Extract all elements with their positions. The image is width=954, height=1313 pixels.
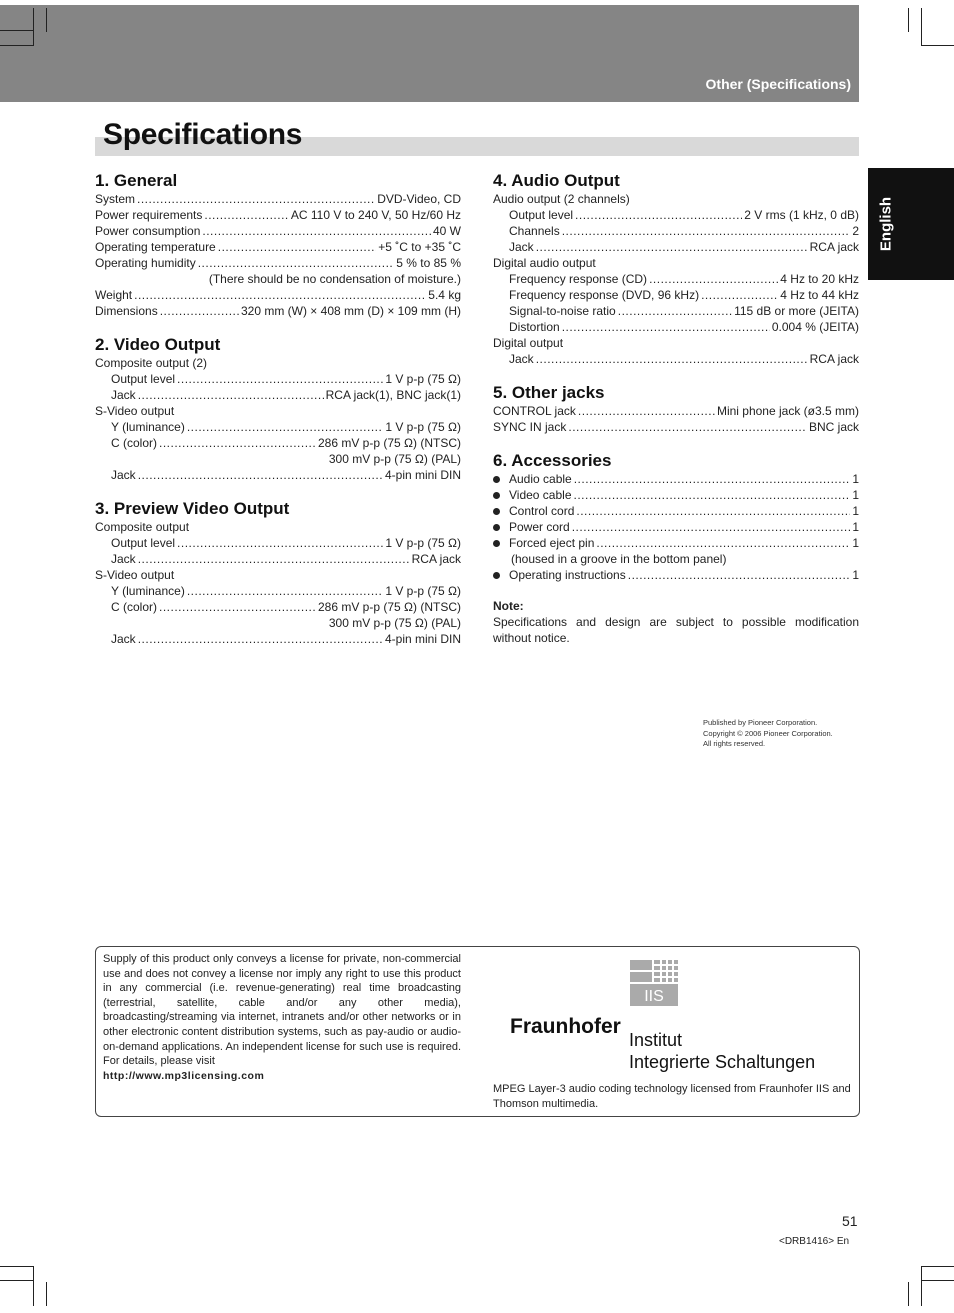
spec-row	[95, 435, 461, 451]
spec-row	[95, 631, 461, 647]
section-heading: 4. Audio Output	[493, 171, 620, 190]
page-number: 51	[842, 1213, 858, 1229]
spec-label-text: Jack	[509, 352, 534, 366]
spec-value: 286 mV p-p (75 Ω) (NTSC)	[317, 600, 461, 614]
spec-row	[493, 207, 859, 223]
copyright-line: Published by Pioneer Corporation.	[703, 718, 818, 727]
spec-row	[493, 239, 859, 255]
copyright	[703, 718, 833, 750]
spec-row	[95, 223, 461, 239]
spec-label-text: Channels	[509, 224, 560, 238]
spec-section-audio-output	[493, 171, 859, 367]
spec-row	[493, 471, 859, 487]
spec-label-text: Operating humidity	[95, 256, 196, 270]
spec-label-text: Y (luminance)	[111, 584, 185, 598]
spec-value: 320 mm (W) × 408 mm (D) × 109 mm (H)	[240, 304, 461, 318]
license-url[interactable]: http://www.mp3licensing.com	[103, 1069, 265, 1082]
spec-value: 115 dB or more (JEITA)	[734, 304, 859, 318]
crop-mark	[921, 1266, 954, 1267]
spec-label	[493, 403, 576, 419]
spec-label	[493, 535, 594, 551]
spec-label	[493, 503, 574, 519]
spec-value: 1	[852, 504, 859, 518]
spec-group-label: Composite output (2)	[95, 356, 208, 370]
spec-row	[95, 287, 461, 303]
spec-label	[111, 435, 157, 451]
spec-label	[95, 303, 158, 319]
dot-leader	[618, 303, 732, 319]
spec-label-text: Control cord	[509, 504, 575, 518]
dot-leader	[562, 319, 770, 335]
spec-label-text: Forced eject pin	[509, 536, 595, 550]
mpeg-license-text: MPEG Layer-3 audio coding technology licensed from Fraunhofer IIS and Thomson multimedia.	[493, 1083, 851, 1110]
dot-leader	[159, 599, 316, 615]
dot-leader	[160, 303, 239, 319]
institute-name	[629, 1029, 815, 1073]
dot-leader	[138, 467, 383, 483]
spec-value: 1 V p-p (75 Ω)	[385, 420, 461, 434]
spec-label-text: Weight	[95, 288, 133, 302]
spec-row	[493, 223, 859, 239]
dot-leader	[137, 191, 375, 207]
spec-label-text: CONTROL jack	[493, 404, 576, 418]
dot-leader	[138, 631, 383, 647]
spec-row	[95, 535, 461, 551]
crop-mark	[0, 1266, 33, 1267]
dot-leader	[578, 403, 715, 419]
spec-label-text: Frequency response (CD)	[509, 272, 648, 286]
spec-value: AC 110 V to 240 V, 50 Hz/60 Hz	[290, 208, 461, 222]
spec-value: 4 Hz to 20 kHz	[780, 272, 859, 286]
crop-mark	[0, 45, 33, 46]
dot-leader	[202, 223, 431, 239]
bullet-icon	[493, 572, 500, 579]
spec-row	[95, 207, 461, 223]
spec-label-text: Output level	[111, 372, 176, 386]
spec-label	[509, 351, 534, 367]
spec-value: BNC jack	[808, 420, 859, 434]
spec-row	[95, 387, 461, 403]
spec-row	[493, 535, 859, 551]
copyright-line: All rights reserved.	[703, 739, 766, 748]
dot-leader	[596, 535, 850, 551]
spec-label-text: Output level	[111, 536, 176, 550]
spec-row	[493, 567, 859, 583]
spec-row	[95, 191, 461, 207]
note	[493, 598, 859, 646]
dot-leader	[204, 207, 289, 223]
license-body: Supply of this product only conveys a license for private, non-commercial use and does not convey a license nor imply any right to use this product in any commercial (i.e. revenue-generating) real time broadcasting (terrestrial, satellite, cable and/or any other media), broadcasting/streaming via internet, intranets and/or other networks or in other electronic content distribution systems, such as pay-audio or audio-on-demand applications. An independent license for such use is required. For details, please visit	[103, 953, 461, 1068]
crop-mark	[33, 8, 34, 46]
language-tab	[868, 168, 954, 280]
spec-value: 1	[852, 488, 859, 502]
spec-value: DVD-Video, CD	[377, 192, 461, 206]
dot-leader	[574, 487, 851, 503]
spec-value: 4-pin mini DIN	[384, 632, 461, 646]
spec-label-text: C (color)	[111, 600, 158, 614]
dot-leader	[649, 271, 778, 287]
dot-leader	[576, 503, 850, 519]
spec-group-label: S-Video output	[95, 568, 175, 582]
spec-label	[493, 567, 626, 583]
spec-label-text: Audio cable	[509, 472, 572, 486]
spec-label	[509, 271, 647, 287]
bullet-icon	[493, 508, 500, 515]
spec-value: 1	[852, 472, 859, 486]
spec-group-label: Composite output	[95, 520, 190, 534]
spec-label-text: Video cable	[509, 488, 572, 502]
spec-label	[111, 371, 175, 387]
dot-leader	[628, 567, 851, 583]
dot-leader	[218, 239, 377, 255]
page-title: Specifications	[103, 118, 303, 151]
spec-label-text: Frequency response (DVD, 96 kHz)	[509, 288, 700, 302]
spec-value: 40 W	[432, 224, 461, 238]
dot-leader	[574, 471, 851, 487]
section-heading: 3. Preview Video Output	[95, 499, 290, 518]
spec-label-text: Jack	[111, 632, 136, 646]
spec-section-general	[95, 171, 461, 319]
spec-group-label: S-Video output	[95, 404, 175, 418]
bullet-icon	[493, 492, 500, 499]
header-band	[0, 5, 859, 102]
spec-row	[95, 303, 461, 319]
spec-label	[493, 519, 570, 535]
crop-mark	[33, 1266, 34, 1306]
spec-label	[95, 255, 196, 271]
spec-continuation: 300 mV p-p (75 Ω) (PAL)	[328, 616, 461, 630]
spec-value: 1 V p-p (75 Ω)	[385, 584, 461, 598]
spec-value: Mini phone jack (ø3.5 mm)	[716, 404, 859, 418]
logo-text: IIS	[644, 988, 664, 1005]
crop-mark	[46, 1282, 47, 1306]
spec-label	[509, 319, 560, 335]
spec-group-label: Digital audio output	[493, 256, 596, 270]
spec-label-text: C (color)	[111, 436, 158, 450]
spec-label-text: Operating instructions	[509, 568, 626, 582]
spec-section-other-jacks	[493, 383, 859, 435]
spec-value: 1	[852, 568, 859, 582]
crop-mark	[908, 1282, 909, 1306]
spec-group-label: Digital output	[493, 336, 564, 350]
spec-label	[111, 599, 157, 615]
spec-row	[95, 551, 461, 567]
spec-label	[509, 223, 560, 239]
spec-value: 4-pin mini DIN	[384, 468, 461, 482]
dot-leader	[562, 223, 851, 239]
spec-label-text: Power consumption	[95, 224, 201, 238]
spec-row	[493, 503, 859, 519]
spec-section-preview-video-output	[95, 499, 461, 647]
spec-value: 4 Hz to 44 kHz	[780, 288, 859, 302]
spec-label-text: Operating temperature	[95, 240, 216, 254]
spec-label-text: Distortion	[509, 320, 560, 334]
section-heading: 2. Video Output	[95, 335, 221, 354]
spec-label-text: Y (luminance)	[111, 420, 185, 434]
spec-row	[95, 255, 461, 271]
spec-label-text: Jack	[509, 240, 534, 254]
dot-leader	[572, 519, 851, 535]
spec-label	[509, 303, 616, 319]
spec-label	[111, 551, 136, 567]
spec-label-text: Signal-to-noise ratio	[509, 304, 616, 318]
spec-value: 1 V p-p (75 Ω)	[385, 536, 461, 550]
spec-row	[493, 519, 859, 535]
spec-note: (housed in a groove in the bottom panel)	[511, 552, 727, 566]
spec-value: 5 % to 85 %	[396, 256, 461, 270]
spec-label-text: Power cord	[509, 520, 570, 534]
crop-mark	[921, 8, 922, 46]
spec-row	[493, 487, 859, 503]
spec-label	[493, 487, 572, 503]
spec-continuation: (There should be no condensation of moisture.)	[208, 272, 461, 286]
spec-label	[493, 419, 566, 435]
dot-leader	[138, 387, 324, 403]
spec-label	[111, 387, 136, 403]
spec-value: 5.4 kg	[428, 288, 461, 302]
spec-value: 1	[852, 520, 859, 534]
spec-label-text: Jack	[111, 388, 136, 402]
spec-section-accessories	[493, 451, 859, 583]
spec-row	[95, 419, 461, 435]
spec-row	[493, 419, 859, 435]
dot-leader	[134, 287, 426, 303]
bullet-icon	[493, 540, 500, 547]
spec-label	[95, 191, 135, 207]
spec-value: RCA jack	[809, 240, 859, 254]
spec-value: 286 mV p-p (75 Ω) (NTSC)	[317, 436, 461, 450]
spec-label-text: Power requirements	[95, 208, 203, 222]
spec-label	[111, 419, 185, 435]
spec-label	[95, 287, 132, 303]
spec-value: +5 ˚C to +35 ˚C	[378, 240, 461, 254]
section-heading: 6. Accessories	[493, 451, 612, 470]
crop-mark	[921, 1266, 922, 1306]
crop-mark	[46, 8, 47, 32]
crop-mark	[0, 30, 33, 31]
license-text	[103, 952, 461, 1083]
fraunhofer-brand: Fraunhofer	[510, 1015, 621, 1038]
dot-leader	[568, 419, 807, 435]
spec-label	[111, 467, 136, 483]
spec-label-text: Jack	[111, 468, 136, 482]
spec-label-text: System	[95, 192, 136, 206]
section-heading: 1. General	[95, 171, 178, 190]
spec-label	[111, 583, 185, 599]
note-heading: Note:	[493, 599, 524, 613]
bullet-icon	[493, 524, 500, 531]
fraunhofer-logo	[630, 960, 678, 1006]
spec-value: 0.004 % (JEITA)	[771, 320, 859, 334]
spec-value: 2	[852, 224, 859, 238]
crop-mark	[0, 1280, 33, 1281]
spec-label-text: Dimensions	[95, 304, 158, 318]
crop-mark	[908, 8, 909, 32]
spec-row	[95, 583, 461, 599]
bullet-icon	[493, 476, 500, 483]
spec-row	[493, 403, 859, 419]
dot-leader	[159, 435, 316, 451]
spec-value: RCA jack	[809, 352, 859, 366]
spec-row	[95, 239, 461, 255]
spec-value: 1	[852, 536, 859, 550]
spec-label	[95, 239, 216, 255]
crop-mark	[921, 45, 954, 46]
header-section-label: Other (Specifications)	[705, 76, 851, 92]
spec-row	[95, 371, 461, 387]
spec-group-label: Audio output (2 channels)	[493, 192, 630, 206]
spec-row	[493, 351, 859, 367]
spec-label	[95, 223, 200, 239]
spec-section-video-output	[95, 335, 461, 483]
copyright-line: Copyright © 2006 Pioneer Corporation.	[703, 728, 833, 738]
spec-value: 2 V rms (1 kHz, 0 dB)	[744, 208, 859, 222]
dot-leader	[187, 419, 384, 435]
spec-label	[509, 207, 573, 223]
spec-row	[493, 271, 859, 287]
spec-label-text: Jack	[111, 552, 136, 566]
spec-value: RCA jack	[411, 552, 461, 566]
language-tab-label: English	[877, 196, 895, 252]
dot-leader	[575, 207, 742, 223]
spec-label	[509, 239, 534, 255]
note-text: Specifications and design are subject to possible modification without notice.	[493, 615, 859, 645]
spec-continuation: 300 mV p-p (75 Ω) (PAL)	[328, 452, 461, 466]
spec-label	[95, 207, 202, 223]
dot-leader	[177, 371, 383, 387]
spec-label	[509, 287, 699, 303]
spec-row	[493, 303, 859, 319]
dot-leader	[138, 551, 410, 567]
dot-leader	[536, 239, 808, 255]
spec-row	[95, 467, 461, 483]
dot-leader	[177, 535, 383, 551]
institute-line: Integrierte Schaltungen	[629, 1052, 816, 1072]
spec-row	[493, 319, 859, 335]
dot-leader	[536, 351, 808, 367]
spec-value: 1 V p-p (75 Ω)	[385, 372, 461, 386]
section-heading: 5. Other jacks	[493, 383, 605, 402]
spec-row	[95, 599, 461, 615]
spec-label	[493, 471, 572, 487]
spec-label	[111, 535, 175, 551]
spec-label-text: SYNC IN jack	[493, 420, 567, 434]
spec-label-text: Output level	[509, 208, 574, 222]
dot-leader	[187, 583, 384, 599]
spec-row	[493, 287, 859, 303]
doc-code: <DRB1416> En	[779, 1236, 850, 1247]
spec-label	[111, 631, 136, 647]
spec-value: RCA jack(1), BNC jack(1)	[325, 388, 461, 402]
dot-leader	[198, 255, 395, 271]
crop-mark	[921, 1280, 954, 1281]
dot-leader	[701, 287, 778, 303]
institute-line: Institut	[629, 1030, 683, 1050]
